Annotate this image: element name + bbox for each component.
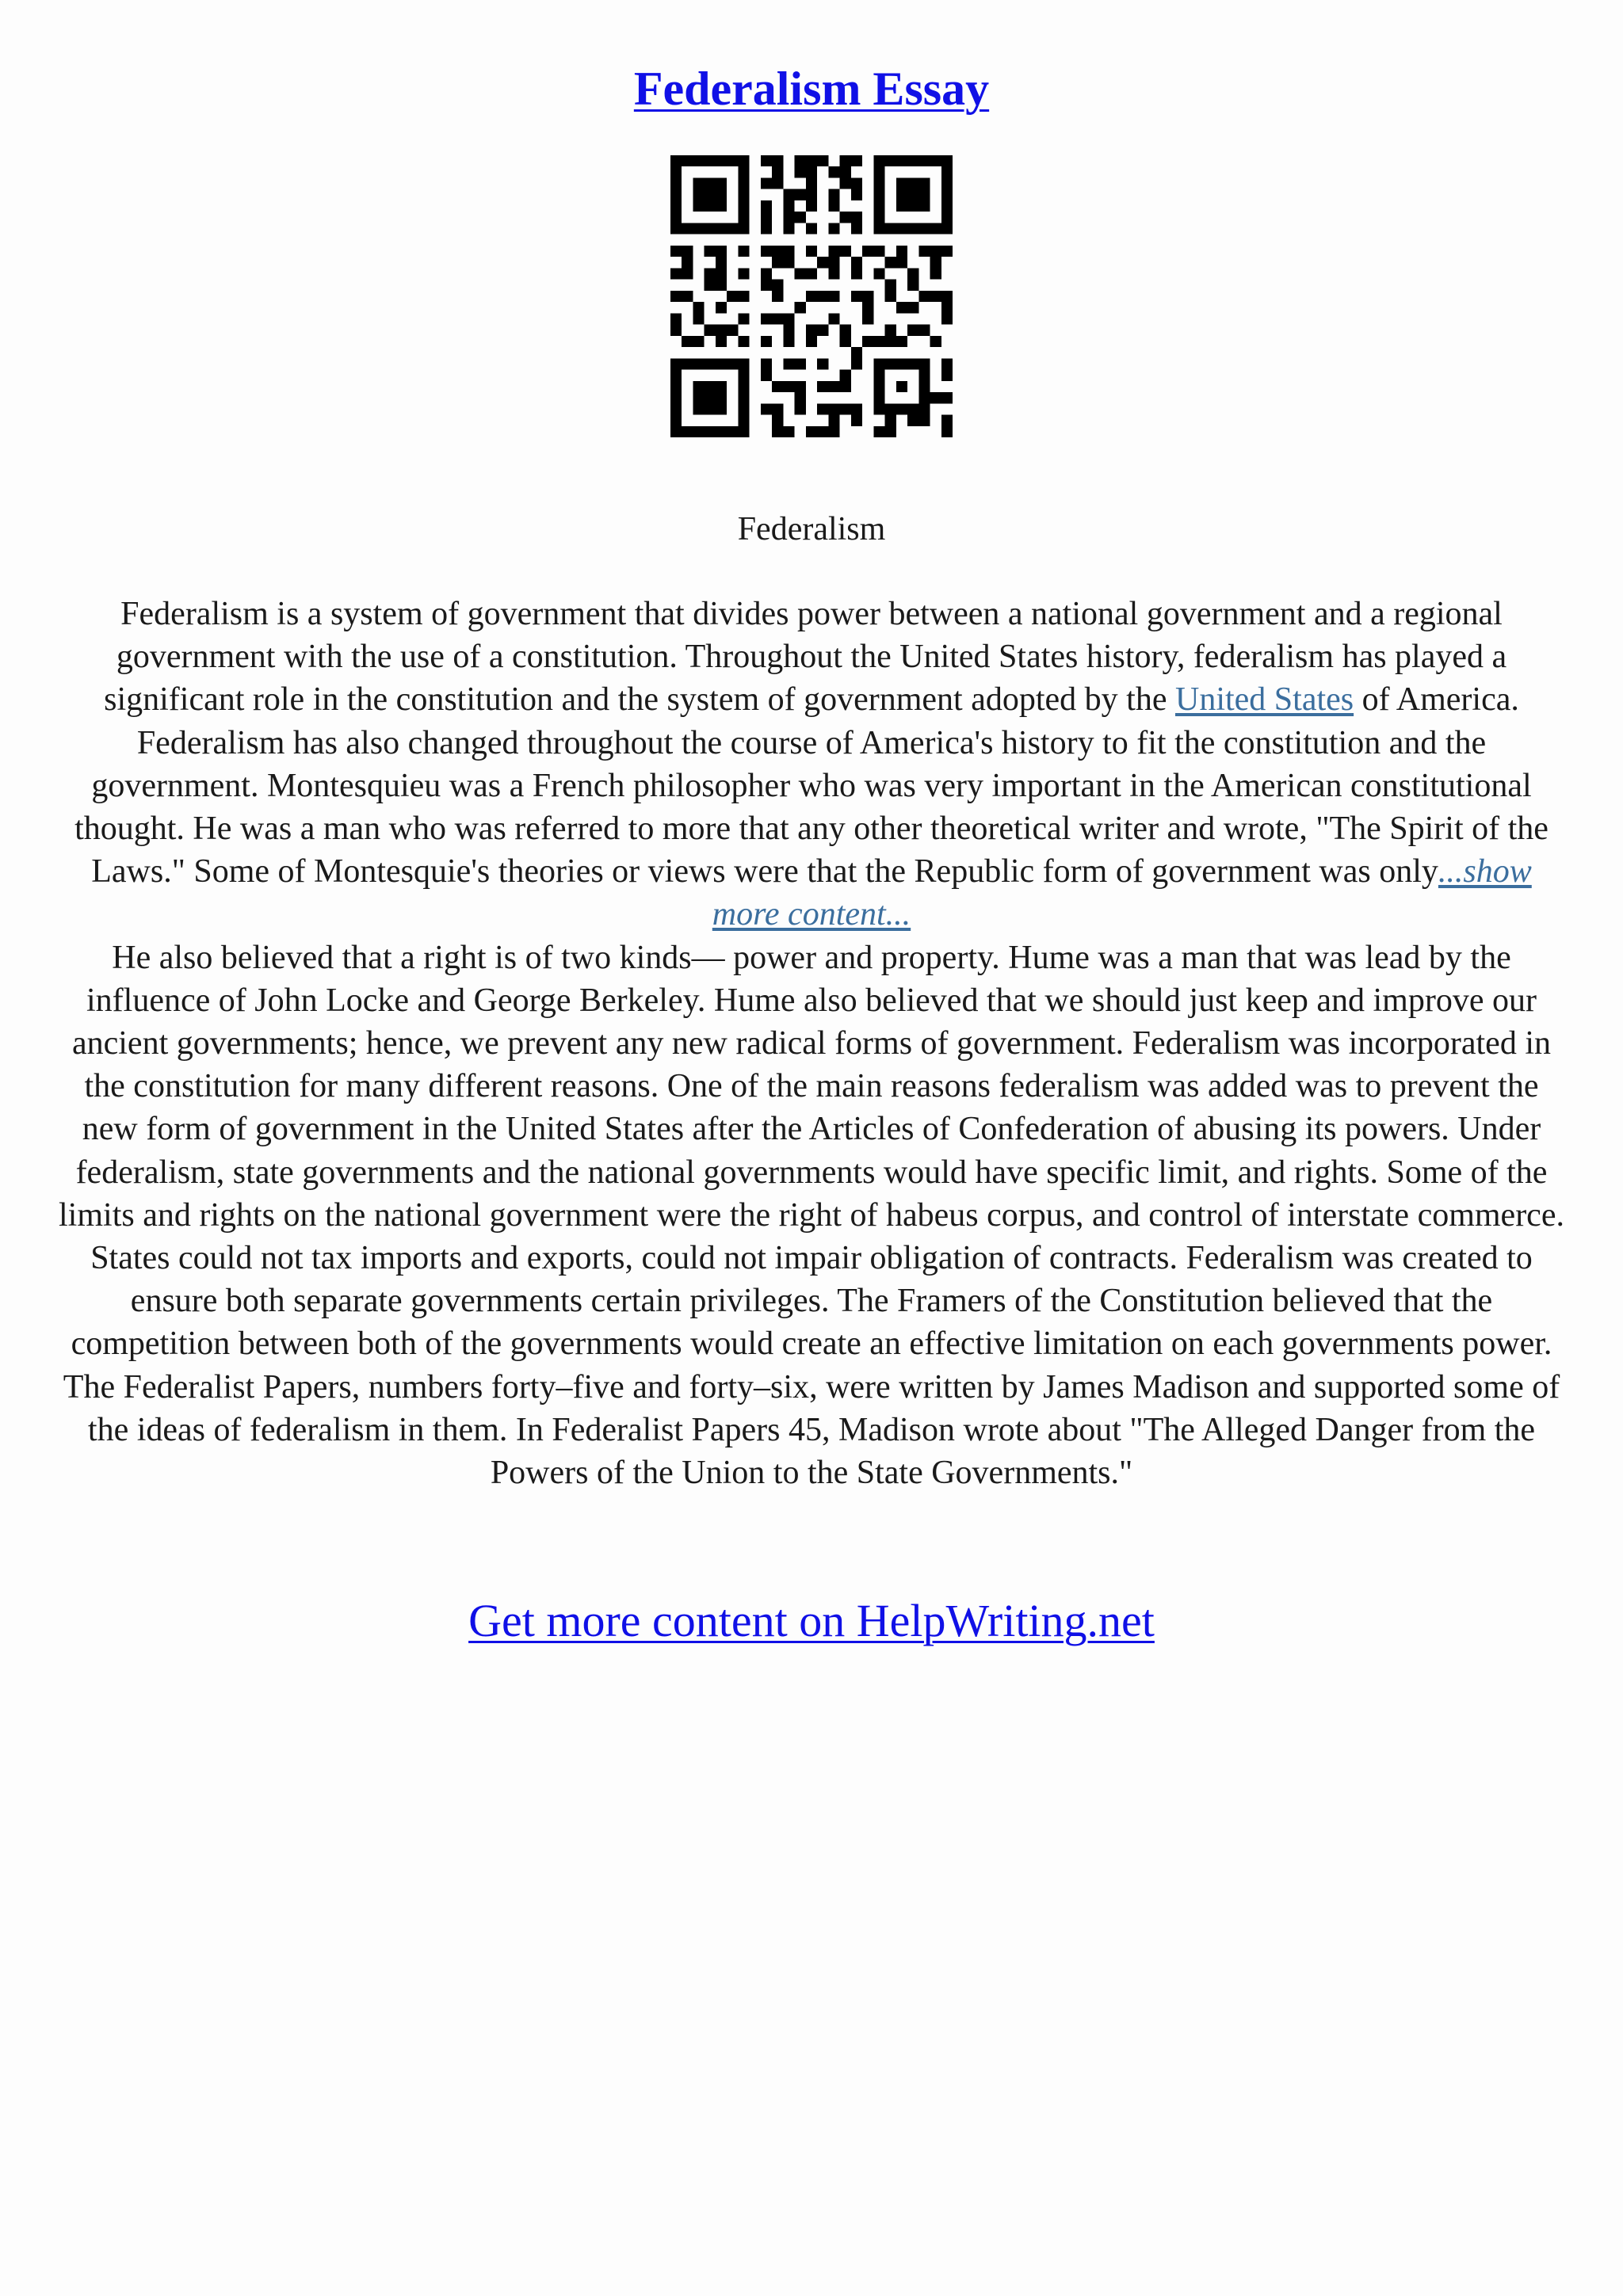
document-subtitle: Federalism [737,511,886,547]
paragraph-1-text-start: Federalism is a system of government that divides power between a national government and a regional government with the use of a constitution. Throughout the United States history, federalism has played a significant role in the constitution and the system of government adopted by the [104,596,1507,719]
cta-container [0,1589,1623,1653]
essay-body [59,593,1564,1494]
essay-paragraph-1 [59,593,1564,936]
qr-code-icon [670,155,953,437]
page-title [0,57,1623,120]
essay-paragraph-2: He also believed that a right is of two kinds— power and property. Hume was a man that was lead by the influence of John Locke and George Berkeley. Hume also believed that we should just keep and improve our ancient governments; hence, we prevent any new radical forms of government. Federalism was incorporated in the constitution for many different reasons. One of the main reasons federalism was added was to prevent the new form of government in the United States after the Articles of Confederation of abusing its powers. Under federalism, state governments and the national governments would have specific limit, and rights. Some of the limits and rights on the national government were the right of habeus corpus, and control of interstate commerce. States could not tax imports and exports, could not impair obligation of contracts. Federalism was created to ensure both separate governments certain privileges. The Framers of the Constitution believed that the competition between both of the governments would create an effective limitation on each governments power. The Federalist Papers, numbers forty–five and forty–six, were written by James Madison and supported some of the ideas of federalism in them. In Federalist Papers 45, Madison wrote about "The Alleged Danger from the Powers of the Union to the State Governments." [59,939,1564,1492]
show-more-content-link[interactable]: ...show more content... [712,853,1532,933]
paragraph-1-text-end: of America. Federalism has also changed throughout the course of America's history to fit the constitution and the government. Montesquieu was a French philosopher who was very important in the American constitutional thought. He was a man who was referred to more that any other theoretical writer and wrote, "The Spirit of the Laws." Some of Montesquie's theories or views were that the Republic form of government was only [74,681,1549,891]
title-link[interactable]: Federalism Essay [633,63,990,115]
get-more-content-link[interactable]: Get more content on HelpWriting.net [468,1595,1155,1646]
united-states-link[interactable]: United States [1174,681,1354,719]
